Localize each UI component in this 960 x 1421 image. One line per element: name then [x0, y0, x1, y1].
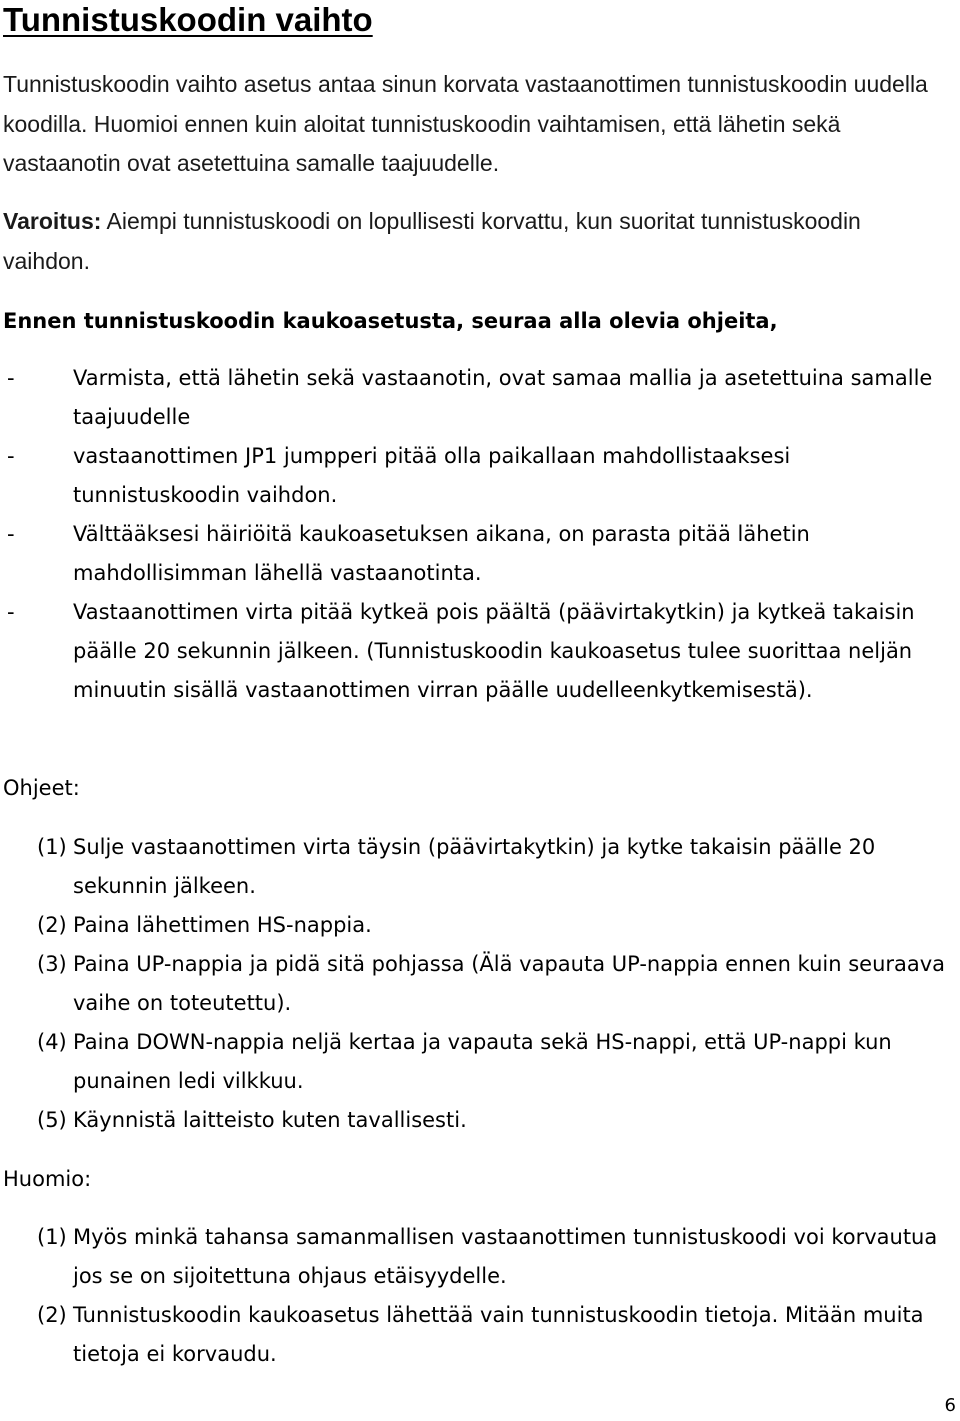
- instructions-list: [0, 828, 960, 1140]
- notes-list: [0, 1218, 960, 1374]
- list-item-text: vastaanottimen JP1 jumpperi pitää olla paikallaan mahdollistaaksesi tunnistuskoodin vaihdon.: [73, 444, 791, 507]
- page-title: Tunnistuskoodin vaihto: [3, 1, 373, 38]
- list-item-number: (1): [37, 1225, 67, 1249]
- preconditions-heading: Ennen tunnistuskoodin kaukoasetusta, seuraa alla olevia ohjeita,: [3, 309, 778, 333]
- warning-text: Aiempi tunnistuskoodi on lopullisesti korvattu, kun suoritat tunnistuskoodin vaihdon.: [3, 208, 861, 274]
- list-item: [0, 593, 933, 710]
- notes-heading: Huomio:: [3, 1167, 92, 1191]
- list-dash-marker: -: [7, 366, 15, 390]
- list-item-text: Sulje vastaanottimen virta täysin (päävirtakytkin) ja kytke takaisin päälle 20 sekunnin jälkeen.: [73, 835, 876, 898]
- list-item-text: Paina lähettimen HS-nappia.: [73, 913, 372, 937]
- list-item-text: Vastaanottimen virta pitää kytkeä pois päältä (päävirtakytkin) ja kytkeä takaisin päälle 20 sekunnin jälkeen. (Tunnistuskoodin kaukoasetus tulee suorittaa neljän minuutin sisällä vastaanottimen virran päälle uudelleenkytkemisestä).: [73, 600, 915, 702]
- list-item-text: Tunnistuskoodin kaukoasetus lähettää vain tunnistuskoodin tietoja. Mitään muita tietoja ei korvaudu.: [73, 1303, 924, 1366]
- list-item: [0, 828, 953, 906]
- list-item: [0, 1101, 953, 1140]
- intro-paragraph: Tunnistuskoodin vaihto asetus antaa sinun korvata vastaanottimen tunnistuskoodin uudella koodilla. Huomioi ennen kuin aloitat tunnistuskoodin vaihtamisen, että lähetin sekä vastaanotin ovat asetettuina samalle taajuudelle.: [3, 71, 928, 176]
- list-dash-marker: -: [7, 522, 15, 546]
- list-item-text: Myös minkä tahansa samanmallisen vastaanottimen tunnistuskoodi voi korvautua jos se on sijoitettuna ohjaus etäisyydelle.: [73, 1225, 938, 1288]
- list-item: [0, 1296, 953, 1374]
- warning-paragraph: [3, 202, 903, 281]
- list-item-text: Paina UP-nappia ja pidä sitä pohjassa (Älä vapauta UP-nappia ennen kuin seuraava vaihe on toteutettu).: [73, 952, 946, 1015]
- list-dash-marker: -: [7, 444, 15, 468]
- list-item: [0, 945, 953, 1023]
- list-item: [0, 1023, 953, 1101]
- list-item-text: Käynnistä laitteisto kuten tavallisesti.: [73, 1108, 467, 1132]
- list-item-number: (1): [37, 835, 67, 859]
- list-item: [0, 906, 953, 945]
- list-item: [0, 515, 933, 593]
- list-item-text: Varmista, että lähetin sekä vastaanotin, ovat samaa mallia ja asetettuina samalle taajuudelle: [73, 366, 933, 429]
- list-item-number: (2): [37, 1303, 67, 1327]
- list-item-number: (4): [37, 1030, 67, 1054]
- list-item: [0, 437, 933, 515]
- preconditions-list: [0, 359, 960, 710]
- list-item-text: Paina DOWN-nappia neljä kertaa ja vapauta sekä HS-nappi, että UP-nappi kun punainen ledi vilkkuu.: [73, 1030, 892, 1093]
- list-item: [0, 359, 933, 437]
- list-item-number: (3): [37, 952, 67, 976]
- list-item-number: (5): [37, 1108, 67, 1132]
- list-item-number: (2): [37, 913, 67, 937]
- list-item: [0, 1218, 953, 1296]
- instructions-heading: Ohjeet:: [3, 776, 80, 800]
- list-dash-marker: -: [7, 600, 15, 624]
- warning-label: Varoitus:: [3, 208, 102, 234]
- page-number: 6: [944, 1395, 956, 1416]
- list-item-text: Välttääksesi häiriöitä kaukoasetuksen aikana, on parasta pitää lähetin mahdollisimman lähellä vastaanotinta.: [73, 522, 810, 585]
